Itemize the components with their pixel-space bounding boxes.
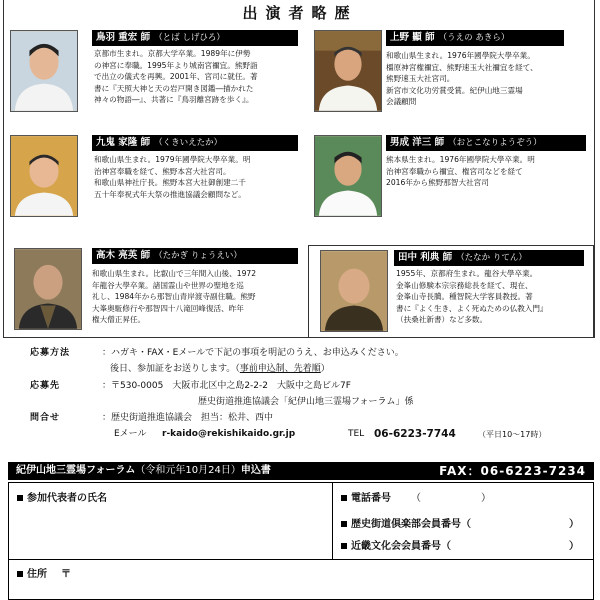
apply-destination-address: ：〒530-0005 大阪市北区中之島2-2-2 大阪中之島ビル7F [102, 381, 351, 391]
phone-field[interactable]: 電話番号 （ ） [341, 489, 491, 504]
form-fax: FAX：06-6223-7234 [439, 464, 586, 478]
apply-destination-dept: 歴史街道推進協議会「紀伊山地三霊場フォーラム」係 [198, 397, 414, 407]
speaker-name: 田中 利典 師 [398, 252, 453, 263]
contact-row-2 [30, 427, 590, 442]
speaker-photo-otokonari [314, 135, 382, 217]
speaker-kana: （おとこなりようぞう） [448, 138, 542, 148]
contact-email-label: Eメール [114, 429, 147, 439]
speaker-photo-toba [10, 30, 78, 112]
kinki-member-field[interactable]: 近畿文化会会員番号（ [341, 537, 451, 552]
contact-org: ：歴史街道推進協議会 担当：松井、西中 [102, 413, 274, 423]
address-field[interactable]: 住所 〒 [17, 565, 71, 580]
square-bullet-icon [17, 571, 23, 577]
apply-destination-row-2 [30, 395, 590, 410]
speaker-namebar-toba [92, 30, 298, 46]
speaker-namebar-ueno [386, 30, 564, 46]
speaker-photo-kuki [10, 135, 78, 217]
apply-method-row [30, 346, 590, 361]
form-divider-h [9, 559, 593, 560]
apply-destination-row [30, 379, 590, 394]
form-header [8, 462, 594, 480]
page-title: 出演者略歴 [242, 4, 358, 22]
speaker-name: 上野 顯 師 [390, 32, 435, 43]
speaker-photo-tanaka [320, 250, 388, 332]
contact-tel-label: TEL [348, 429, 365, 439]
club-member-field[interactable]: 歴史街道倶楽部会員番号（ [341, 515, 471, 530]
contact-row [30, 411, 590, 426]
application-form [8, 482, 594, 600]
apply-method-label: 応募方法 [30, 348, 71, 358]
apply-method-text: ：ハガキ・FAX・Eメールで下記の事項を明記のうえ、お申込みください。 [102, 348, 404, 358]
speaker-namebar-otokonari [386, 135, 586, 151]
apply-method-note: 後日、参加証をお送りします。（事前申込制、先着順） [110, 364, 330, 374]
contact-email[interactable]: r-kaido@rekishikaido.gr.jp [162, 429, 296, 439]
speaker-namebar-takagi [92, 248, 298, 264]
form-divider-v [332, 483, 333, 559]
speaker-name: 男成 洋三 師 [390, 137, 445, 148]
square-bullet-icon [341, 543, 347, 549]
speaker-bio-takagi: 和歌山県生まれ。比叡山で三年間入山後、1972 年龍谷大學卒業。諸国霊山や世界の聖地を巡 礼し、1984年から那智山青岸渡寺副住職。熊野 大峯奥駈修行や那智四十八滝回峰復活、昨年 権大僧正昇任。 [92, 269, 257, 325]
speaker-kana: （たなか りてん） [456, 253, 527, 263]
form-title: 紀伊山地三霊場フォーラム（令和元年10月24日）申込書 [16, 465, 271, 476]
square-bullet-icon [341, 521, 347, 527]
rep-name-field[interactable]: 参加代表者の氏名 [17, 489, 107, 504]
kinki-member-close: ） [569, 541, 579, 552]
speaker-name: 九鬼 家隆 師 [96, 137, 151, 148]
apply-method-row-2 [30, 362, 590, 377]
speaker-photo-takagi [14, 248, 82, 330]
speaker-namebar-tanaka [394, 250, 584, 266]
speaker-kana: （くきいえたか） [154, 138, 223, 148]
speaker-photo-ueno [314, 30, 382, 112]
speaker-name: 高木 亮英 師 [96, 250, 151, 261]
square-bullet-icon [341, 495, 347, 501]
contact-tel: 06-6223-7744 [374, 428, 456, 440]
apply-destination-label: 応募先 [30, 381, 61, 391]
speaker-kana: （とば しげひろ） [154, 33, 225, 43]
speaker-bio-otokonari: 熊本県生まれ。1976年國學院大學卒業。明 治神宮奉職から禰宜、権宮司などを経て 2016年から熊野那智大社宮司 [386, 155, 535, 188]
speaker-name: 鳥羽 重宏 師 [96, 32, 151, 43]
speaker-bio-ueno: 和歌山県生まれ。1976年國學院大學卒業。 橿原神宮権禰宜、熊野速玉大社禰宜を経て、 熊野速玉大社宮司。 新宮市文化功労賞受賞。紀伊山地三霊場 会議顧問 [386, 51, 538, 107]
square-bullet-icon [17, 495, 23, 501]
speaker-namebar-kuki [92, 135, 298, 151]
speaker-kana: （うえの あきら） [438, 33, 510, 43]
speaker-bio-toba: 京都市生まれ。京都大学卒業。1989年に伊勢 の神宮に奉職。1995年より城南宮禰宜。熊野詣 で出立の儀式を再興。2001年、宮司に就任。著 書に『天照大神と天の岩戸開き図鑑―描かれた 神々の物語―』、共著に『鳥羽離宮跡を歩く』。 [94, 49, 258, 105]
speaker-bio-kuki: 和歌山県生まれ。1979年國學院大學卒業。明 治神宮奉職を経て、熊野本宮大社宮司。 和歌山県神社庁長。熊野本宮大社御創建二千 五十年奉祝式年大祭の推進協議会顧問など。 [94, 155, 251, 199]
contact-label: 問合せ [30, 413, 61, 423]
club-member-close: ） [569, 519, 579, 530]
speaker-kana: （たかぎ りょうえい） [154, 251, 242, 261]
contact-tel-hours: （平日10〜17時） [478, 430, 547, 439]
speaker-bio-tanaka: 1955年、京都府生まれ。龍谷大學卒業。 金峯山修験本宗宗務総長を経て、現在、 金峯山寺長臈。種智院大学客員教授。著 書に『よく生き、よく死ぬための仏教入門』 （扶桑社新書）など多数。 [396, 269, 548, 325]
